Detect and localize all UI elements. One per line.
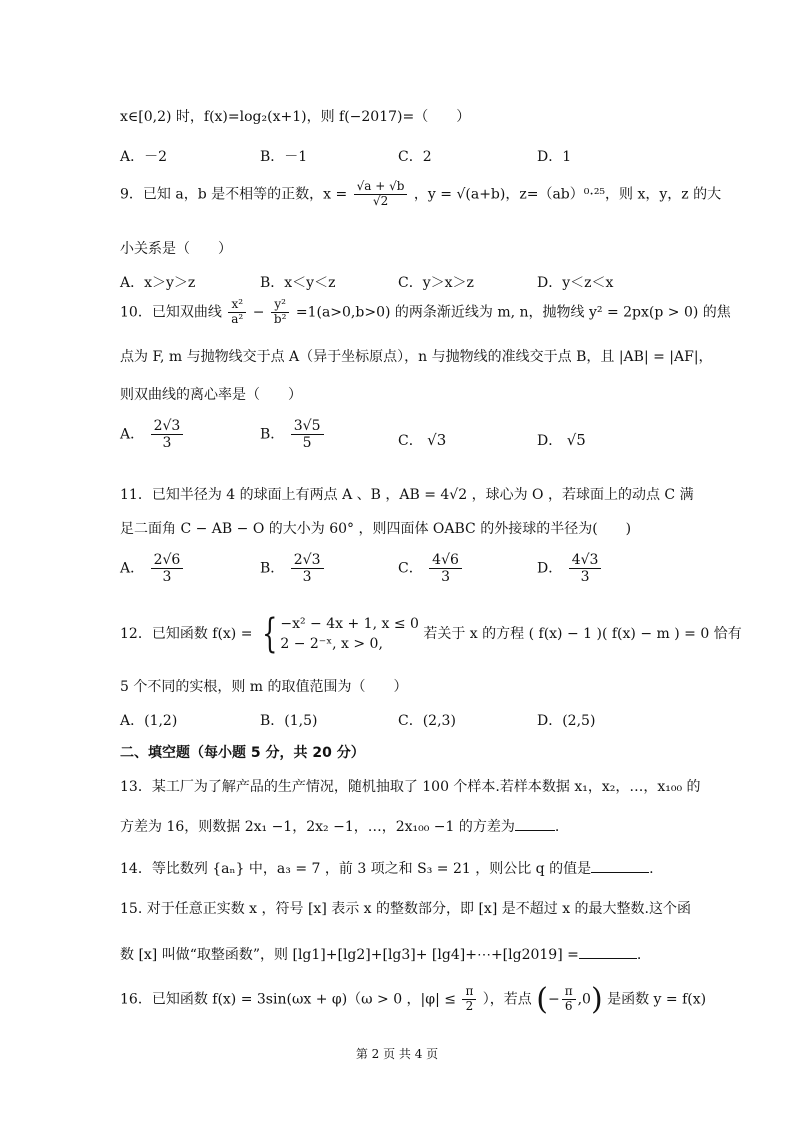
q10-option-b-fraction	[291, 418, 324, 451]
q9-option-a: A．x＞y＞z	[120, 275, 196, 291]
q8-option-d: D．1	[537, 149, 572, 165]
q16-prefix: 16．已知函数 f(x) = 3sin(ωx + φ)（ω > 0 ，|φ| ≤	[120, 991, 456, 1008]
q10-fraction-x-numerator: x²	[228, 298, 246, 313]
q11-option-b-numerator: 2√3	[291, 552, 324, 569]
question-16-line-1	[120, 982, 706, 1017]
q16-pi-over-2-denominator: 2	[465, 999, 474, 1013]
question-12-line-1	[120, 611, 742, 657]
q16-pi-over-6	[562, 985, 576, 1014]
q10-rest: =1(a>0,b>0) 的两条渐近线为 m, n，抛物线 y² = 2px(p > 0) 的焦	[295, 304, 731, 321]
section-2-heading: 二、填空题（每小题 5 分，共 20 分）	[120, 745, 365, 761]
q11-option-d-fraction	[569, 552, 602, 585]
q10-option-c-value: √3	[427, 431, 447, 449]
q16-end: 是函数 y = f(x)	[607, 991, 707, 1008]
q9-option-d: D．y＜z＜x	[537, 275, 614, 291]
question-14-line	[120, 858, 654, 878]
q11-option-d-label: D．	[537, 560, 563, 577]
q10-option-a-numerator: 2√3	[151, 418, 184, 435]
q11-option-b-denominator: 3	[302, 569, 312, 586]
q10-fraction-y-numerator: y²	[271, 298, 289, 313]
q10-option-c	[398, 430, 446, 450]
q13-end: .	[554, 819, 560, 835]
question-15-line-1: 15. 对于任意正实数 x ，符号 [x] 表示 x 的整数部分，即 [x] 是不超过 x 的最大整数.这个函	[120, 901, 691, 917]
q16-pi-over-6-numerator: π	[562, 985, 576, 1000]
question-10-line-3: 则双曲线的离心率是（ ）	[120, 387, 302, 403]
q10-option-a-fraction	[151, 418, 184, 451]
q11-option-a-label: A．	[120, 560, 145, 577]
q9-x-fraction	[354, 180, 408, 209]
q15-text: 数 [x] 叫做“取整函数”，则 [lg1]+[lg2]+[lg3]+ [lg4]+⋯+[lg2019] =	[120, 947, 579, 963]
q16-pi-over-6-denominator: 6	[564, 999, 573, 1013]
q12-option-a: A．(1,2)	[120, 713, 178, 729]
q10-minus: −	[252, 304, 265, 321]
q11-option-b	[260, 552, 326, 585]
q10-prefix: 10．已知双曲线	[120, 304, 222, 321]
question-11-line-2: 足二面角 C − AB − O 的大小为 60° ，则四面体 OABC 的外接球的半径为( )	[120, 521, 632, 537]
q16-after: ,0	[577, 991, 591, 1008]
q15-answer-blank[interactable]	[579, 958, 637, 959]
q11-option-a-denominator: 3	[162, 569, 172, 586]
q12-option-c: C．(2,3)	[398, 713, 456, 729]
question-12-line-2: 5 个不同的实根，则 m 的取值范围为（ ）	[120, 679, 408, 695]
q14-end: .	[649, 861, 654, 877]
q9-x-denominator: √2	[372, 193, 389, 208]
q11-option-b-label: B．	[260, 560, 285, 577]
q12-rest: 若关于 x 的方程 ( f(x) − 1 )( f(x) − m ) = 0 恰有	[423, 626, 742, 642]
q12-case-1: −x² − 4x + 1, x ≤ 0	[280, 616, 419, 632]
question-15-line-2	[120, 944, 641, 964]
q15-end: .	[636, 947, 642, 963]
q11-option-d	[537, 552, 603, 585]
q11-option-a-fraction	[151, 552, 184, 585]
q8-option-c: C．2	[398, 149, 432, 165]
q11-option-c-fraction	[429, 552, 462, 585]
q10-option-b-numerator: 3√5	[291, 418, 324, 435]
question-10-line-2: 点为 F, m 与抛物线交于点 A（异于坐标原点），n 与抛物线的准线交于点 B，且 |AB| = |AF|，	[120, 349, 713, 365]
q10-option-a-label: A．	[120, 426, 145, 443]
q10-option-a-denominator: 3	[162, 435, 172, 452]
question-13-line-2	[120, 816, 559, 836]
q12-option-d: D．(2,5)	[537, 713, 596, 729]
q10-fraction-x	[228, 298, 246, 327]
q12-cases	[280, 614, 419, 654]
question-9-line-1	[120, 180, 721, 209]
q8-option-b: B．－1	[260, 149, 308, 165]
question-8-text: x∈[0,2) 时，f(x)=log₂(x+1)，则 f(−2017)=（ ）	[120, 109, 471, 125]
q11-option-c-denominator: 3	[441, 569, 450, 586]
q10-option-b-denominator: 5	[302, 435, 312, 452]
q16-minus: −	[547, 991, 560, 1008]
q10-option-b	[260, 418, 326, 451]
q12-brace: {	[261, 611, 278, 657]
question-11-line-1: 11．已知半径为 4 的球面上有两点 A 、B ，AB = 4√2 ，球心为 O ，若球面上的动点 C 满	[120, 487, 694, 503]
q16-mid: ），若点	[482, 991, 532, 1008]
q10-option-d-value: √5	[566, 431, 586, 449]
q10-fraction-y-denominator: b²	[273, 311, 287, 326]
q14-answer-blank[interactable]	[591, 872, 649, 873]
q9-rest: ，y = √(a+b)，z=（ab）⁰·²⁵，则 x，y，z 的大	[413, 186, 722, 203]
q9-prefix: 9．已知 a，b 是不相等的正数，x =	[120, 186, 348, 203]
question-13-line-1: 13．某工厂为了解产品的生产情况，随机抽取了 100 个样本.若样本数据 x₁，x₂，…，x₁₀₀ 的	[120, 779, 701, 795]
q12-option-b: B．(1,5)	[260, 713, 318, 729]
q13-text: 方差为 16，则数据 2x₁ −1，2x₂ −1，…，2x₁₀₀ −1 的方差为	[120, 819, 515, 835]
q16-right-paren: )	[590, 982, 603, 1017]
question-9-line-2: 小关系是（ ）	[120, 241, 232, 257]
q16-pi-over-2-numerator: π	[462, 985, 476, 1000]
q8-option-a: A．－2	[120, 149, 168, 165]
q10-fraction-y	[271, 298, 290, 327]
q16-pi-over-2	[462, 985, 476, 1014]
q10-option-a	[120, 418, 185, 451]
q12-prefix: 12．已知函数 f(x) =	[120, 626, 253, 642]
q11-option-c-numerator: 4√6	[429, 552, 462, 569]
q10-fraction-x-denominator: a²	[231, 311, 244, 326]
q12-case-2: 2 − 2⁻ˣ, x > 0,	[280, 636, 383, 652]
q11-option-a-numerator: 2√6	[151, 552, 184, 569]
q9-option-c: C．y＞x＞z	[398, 275, 474, 291]
question-10-line-1	[120, 298, 731, 327]
q12-piecewise	[257, 611, 419, 657]
q10-option-c-label: C．	[398, 433, 423, 449]
q10-option-d-label: D．	[537, 433, 563, 449]
q16-left-paren: (	[536, 982, 548, 1017]
q10-option-d	[537, 430, 586, 450]
page-footer: 第 2 页 共 4 页	[355, 1047, 439, 1061]
q11-option-d-numerator: 4√3	[569, 552, 602, 569]
q11-option-b-fraction	[291, 552, 324, 585]
q11-option-d-denominator: 3	[580, 569, 590, 586]
q9-x-numerator: √a + √b	[354, 180, 408, 195]
q11-option-c	[398, 552, 464, 585]
q13-answer-blank[interactable]	[515, 830, 555, 831]
q9-option-b: B．x＜y＜z	[260, 275, 336, 291]
q10-option-b-label: B．	[260, 426, 285, 443]
q14-text: 14．等比数列 {aₙ} 中，a₃ = 7 ，前 3 项之和 S₃ = 21 ，则公比 q 的值是	[120, 861, 592, 877]
q11-option-c-label: C．	[398, 560, 423, 577]
q11-option-a	[120, 552, 185, 585]
